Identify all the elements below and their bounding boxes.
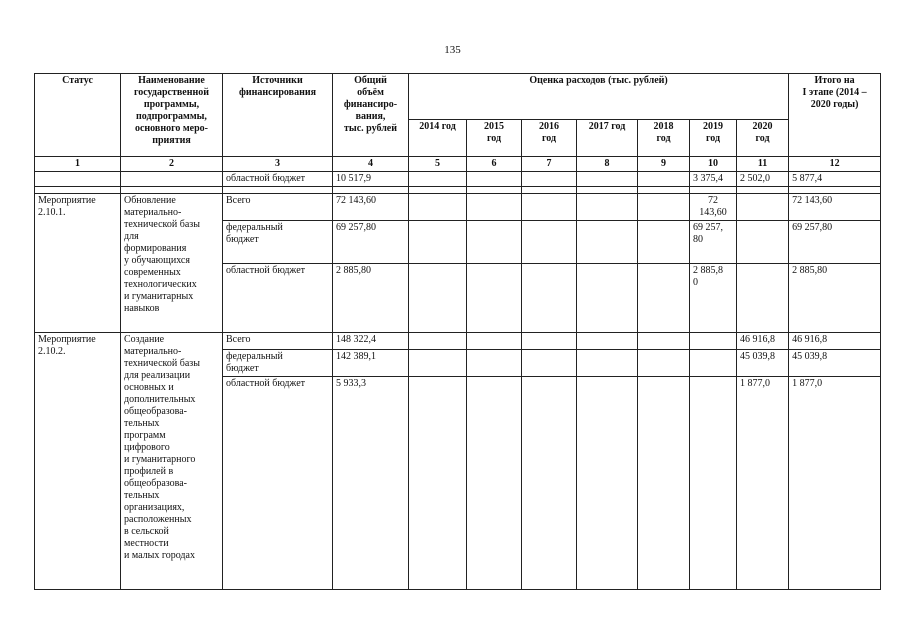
header-itogo: Итого на I этапе (2014 – 2020 годы)	[789, 74, 881, 157]
source-cell: областной бюджет	[223, 172, 333, 187]
col-num: 11	[737, 157, 789, 172]
cell	[638, 194, 690, 221]
col-num: 4	[333, 157, 409, 172]
y2020-cell: 45 039,8	[737, 350, 789, 377]
cell	[690, 350, 737, 377]
cell	[577, 333, 638, 350]
cell	[409, 187, 467, 194]
cell	[223, 187, 333, 194]
cell	[121, 172, 223, 187]
cell	[522, 333, 577, 350]
y2019-cell: 72 143,60	[690, 194, 737, 221]
page-number: 135	[444, 44, 461, 56]
cell	[522, 350, 577, 377]
itogo-cell: 72 143,60	[789, 194, 881, 221]
cell	[638, 221, 690, 264]
name-cell: Обновление материально- технической базы для формирования у обучающихся современных технологических и гуманитарных навыков	[121, 194, 223, 333]
y2019-cell: 3 375,4	[690, 172, 737, 187]
col-num: 12	[789, 157, 881, 172]
cell	[467, 187, 522, 194]
header-year-2019: 2019 год	[690, 120, 737, 157]
cell	[333, 187, 409, 194]
header-row	[35, 74, 881, 120]
cell	[522, 221, 577, 264]
cell	[522, 172, 577, 187]
cell	[690, 377, 737, 590]
itogo-cell: 2 885,80	[789, 264, 881, 333]
y2020-cell: 2 502,0	[737, 172, 789, 187]
col-num: 7	[522, 157, 577, 172]
col-num: 9	[638, 157, 690, 172]
col-num: 8	[577, 157, 638, 172]
header-year-2017: 2017 год	[577, 120, 638, 157]
cell	[638, 187, 690, 194]
cell	[121, 187, 223, 194]
cell	[638, 172, 690, 187]
table-row	[35, 333, 881, 350]
status-cell: Мероприятие 2.10.2.	[35, 333, 121, 590]
source-cell: федеральный бюджет	[223, 221, 333, 264]
cell	[467, 221, 522, 264]
itogo-cell: 46 916,8	[789, 333, 881, 350]
cell	[409, 264, 467, 333]
source-cell: областной бюджет	[223, 377, 333, 590]
source-cell: федеральный бюджет	[223, 350, 333, 377]
cell	[690, 187, 737, 194]
cell	[577, 264, 638, 333]
cell	[467, 377, 522, 590]
y2019-cell: 2 885,8 0	[690, 264, 737, 333]
total-cell: 5 933,3	[333, 377, 409, 590]
cell	[522, 194, 577, 221]
cell	[467, 264, 522, 333]
cell	[737, 187, 789, 194]
cell	[577, 187, 638, 194]
itogo-cell: 45 039,8	[789, 350, 881, 377]
header-year-2014: 2014 год	[409, 120, 467, 157]
cell	[577, 377, 638, 590]
name-cell: Создание материально- технической базы для реализации основных и дополнительных общеобразова- тельных программ цифрового и гуманитарного профилей в общеобразова- тельных организациях, расположенных в сельской местности и малых городах	[121, 333, 223, 590]
table-row	[35, 194, 881, 221]
cell	[467, 172, 522, 187]
source-cell: областной бюджет	[223, 264, 333, 333]
header-year-2015: 2015 год	[467, 120, 522, 157]
cell	[638, 333, 690, 350]
source-cell: Всего	[223, 333, 333, 350]
cell	[409, 350, 467, 377]
cell	[522, 187, 577, 194]
column-numbers-row	[35, 157, 881, 172]
budget-table	[34, 73, 881, 590]
total-cell: 72 143,60	[333, 194, 409, 221]
source-cell: Всего	[223, 194, 333, 221]
cell	[577, 194, 638, 221]
itogo-cell: 5 877,4	[789, 172, 881, 187]
cell	[638, 350, 690, 377]
header-name: Наименование государственной программы, подпрограммы, основного меро- приятия	[121, 74, 223, 157]
header-year-2016: 2016 год	[522, 120, 577, 157]
total-cell: 10 517,9	[333, 172, 409, 187]
itogo-cell: 1 877,0	[789, 377, 881, 590]
header-year-2018: 2018 год	[638, 120, 690, 157]
cell	[35, 187, 121, 194]
cell	[577, 221, 638, 264]
cell	[638, 377, 690, 590]
y2019-cell: 69 257, 80	[690, 221, 737, 264]
col-num: 1	[35, 157, 121, 172]
total-cell: 2 885,80	[333, 264, 409, 333]
cell	[577, 350, 638, 377]
itogo-cell: 69 257,80	[789, 221, 881, 264]
status-cell: Мероприятие 2.10.1.	[35, 194, 121, 333]
total-cell: 148 322,4	[333, 333, 409, 350]
header-estimate: Оценка расходов (тыс. рублей)	[409, 74, 789, 120]
cell	[409, 194, 467, 221]
cell	[467, 350, 522, 377]
cell	[409, 172, 467, 187]
cell	[467, 194, 522, 221]
total-cell: 69 257,80	[333, 221, 409, 264]
col-num: 3	[223, 157, 333, 172]
cell	[35, 172, 121, 187]
col-num: 6	[467, 157, 522, 172]
cell	[409, 333, 467, 350]
cell	[690, 333, 737, 350]
header-sources: Источники финансирования	[223, 74, 333, 157]
cell	[638, 264, 690, 333]
cell	[409, 377, 467, 590]
header-year-2020: 2020 год	[737, 120, 789, 157]
y2020-cell: 1 877,0	[737, 377, 789, 590]
cell	[737, 221, 789, 264]
table-row	[35, 172, 881, 187]
col-num: 5	[409, 157, 467, 172]
cell	[577, 172, 638, 187]
col-num: 10	[690, 157, 737, 172]
y2020-cell: 46 916,8	[737, 333, 789, 350]
cell	[467, 333, 522, 350]
col-num: 2	[121, 157, 223, 172]
header-status: Статус	[35, 74, 121, 157]
spacer-row	[35, 187, 881, 194]
header-total: Общий объём финансиро- вания, тыс. рублей	[333, 74, 409, 157]
cell	[789, 187, 881, 194]
cell	[737, 194, 789, 221]
cell	[522, 377, 577, 590]
cell	[409, 221, 467, 264]
cell	[522, 264, 577, 333]
total-cell: 142 389,1	[333, 350, 409, 377]
cell	[737, 264, 789, 333]
